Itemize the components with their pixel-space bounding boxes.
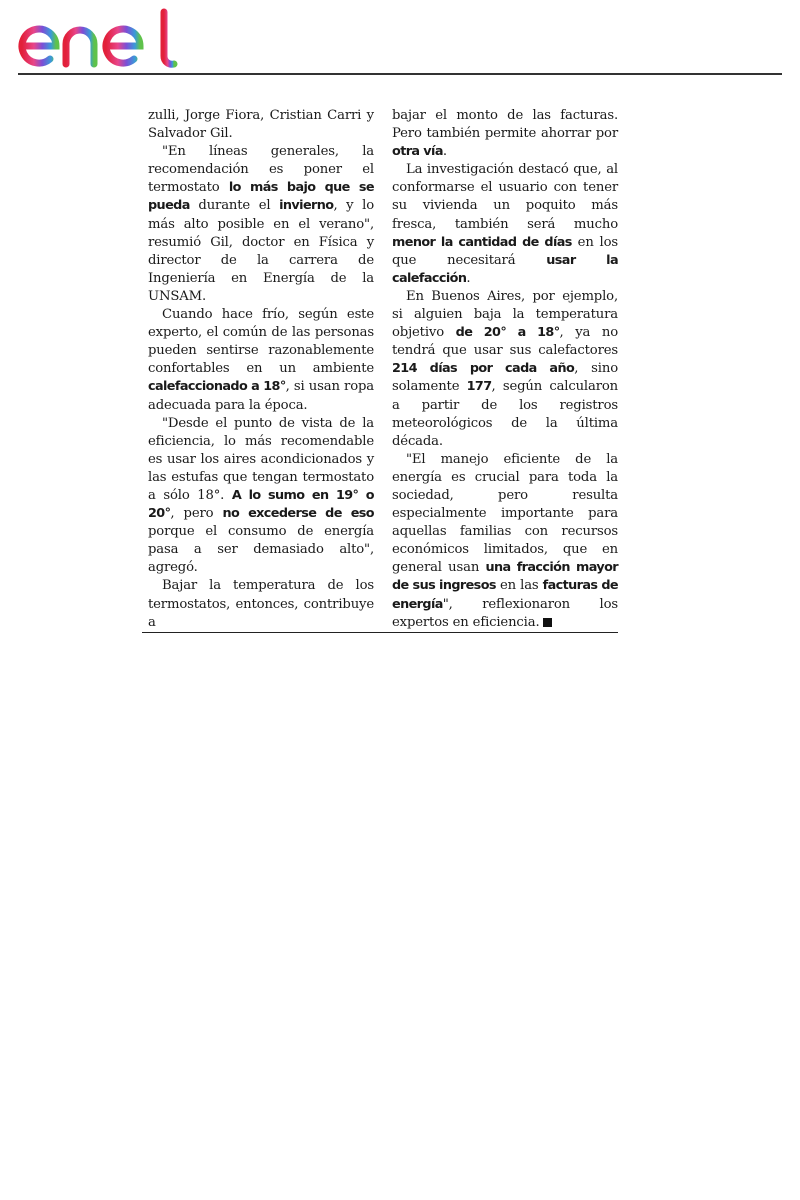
highlighted-text: una fracción mayor de sus ingresos <box>392 560 618 594</box>
article-column-left <box>148 107 374 632</box>
page-header <box>0 0 800 76</box>
highlighted-text: calefaccionado a 18° <box>148 379 286 395</box>
enel-logo <box>16 6 182 70</box>
article-paragraph <box>392 161 618 288</box>
highlighted-text: otra vía <box>392 144 443 160</box>
article-paragraph <box>148 415 374 578</box>
text-run: Bajar la temperatura de los termostatos, entonces, contribuye a <box>148 578 374 630</box>
article-paragraph <box>148 107 374 143</box>
article-paragraph <box>392 451 618 632</box>
highlighted-text: usar la calefacción <box>392 252 618 286</box>
text-run: porque el consumo de energía pasa a ser demasiado alto", agregó. <box>148 524 374 576</box>
highlighted-text: de 20° a 18° <box>455 325 560 341</box>
highlighted-text: A lo sumo en 19° o 20° <box>148 487 374 522</box>
end-of-article-mark <box>543 618 552 627</box>
header-divider <box>18 73 782 75</box>
text-run: bajar el monto de las facturas. Pero también permite ahorrar por <box>392 108 618 142</box>
text-run: zulli, Jorge Fiora, Cristian Carri y Salvador Gil. <box>148 108 374 142</box>
highlighted-text: 214 días por cada año <box>392 361 575 377</box>
highlighted-text: menor la cantidad de días <box>392 234 572 250</box>
highlighted-text: no excederse de eso <box>222 506 374 522</box>
text-run: Cuando hace frío, según este experto, el común de las personas pueden sentirse razonablemente confortables en un ambiente <box>148 307 374 377</box>
text-run: . <box>442 144 447 160</box>
text-run: en los que necesitará <box>392 234 618 268</box>
text-run: "El manejo eficiente de la energía es crucial para toda la sociedad, pero resulta especialmente importante para aquellas familias con recursos económicos limitados, que en general usan <box>392 451 618 576</box>
article-paragraph <box>148 143 374 306</box>
text-run: "En líneas generales, la recomendación es poner el termostato <box>148 144 374 196</box>
text-run: durante el <box>189 198 280 214</box>
text-run: . <box>466 270 471 286</box>
text-run: , si usan ropa adecuada para la época. <box>148 379 374 413</box>
highlighted-text: facturas de energía <box>392 578 618 612</box>
article-paragraph <box>392 107 618 161</box>
text-run: La investigación destacó que, al conformarse el usuario con tener su vivienda un poquito más fresca, también será mucho <box>392 162 618 232</box>
text-run: , ya no tendrá que usar sus calefactores <box>392 325 618 359</box>
highlighted-text: 177 <box>466 379 492 395</box>
text-run: En Buenos Aires, por ejemplo, si alguien baja la temperatura objetivo <box>392 288 618 341</box>
article-paragraph <box>148 577 374 631</box>
highlighted-text: lo más bajo que se pueda <box>148 180 374 214</box>
highlighted-text: invierno <box>279 198 334 214</box>
text-run: ", reflexionaron los expertos en eficiencia. <box>392 596 618 630</box>
text-run: en las <box>495 578 543 594</box>
article-bottom-divider <box>142 632 618 633</box>
article-paragraph <box>392 288 618 451</box>
text-run: , y lo más alto posible en el verano", resumió Gil, doctor en Física y director de la carrera de Ingeniería en Energía de la UNSAM. <box>148 198 374 304</box>
article-paragraph <box>148 306 374 415</box>
text-run: "Desde el punto de vista de la eficiencia, lo más recomendable es usar los aires acondicionados y las estufas que tengan termostato a sólo 18°. <box>148 415 374 503</box>
article-column-right <box>392 107 618 632</box>
text-run: , según calcularon a partir de los registros meteorológicos de la última década. <box>392 379 618 449</box>
text-run: , pero <box>170 506 223 522</box>
text-run: , sino solamente <box>392 361 618 395</box>
